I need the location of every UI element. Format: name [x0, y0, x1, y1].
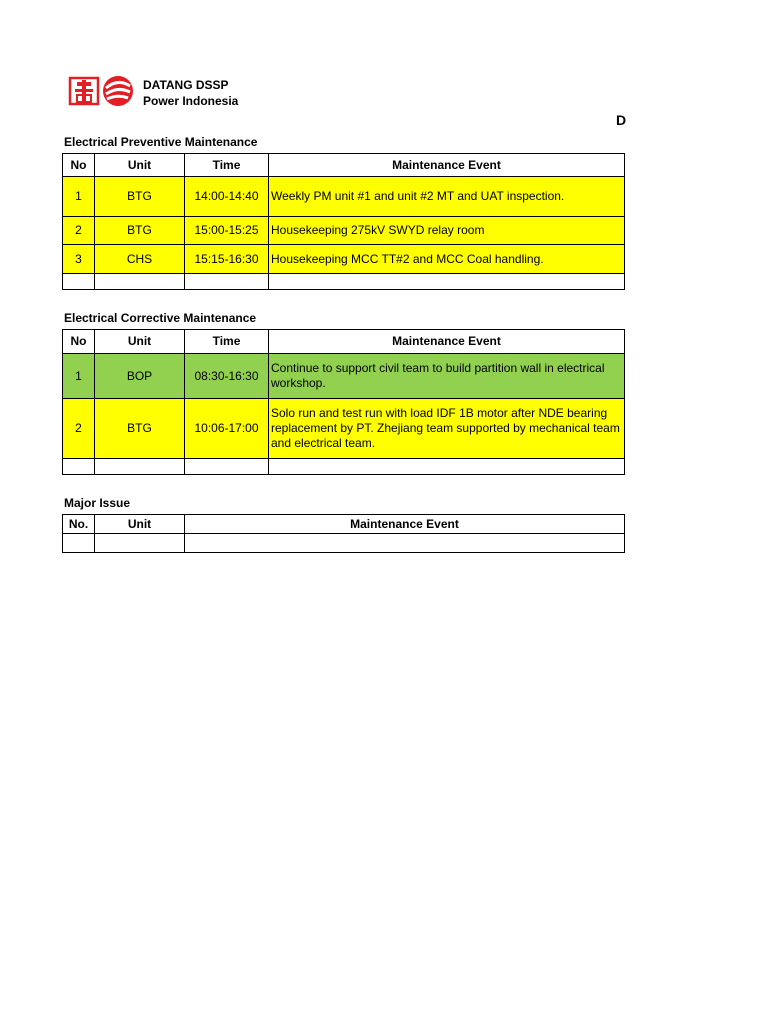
company-logo	[68, 72, 258, 112]
table-header-row	[63, 154, 625, 177]
header-time: Time	[185, 154, 269, 177]
datang-logo-icon	[68, 72, 138, 110]
table-header-row	[63, 330, 625, 354]
preventive-title: Electrical Preventive Maintenance	[64, 135, 258, 149]
header-unit: Unit	[95, 330, 185, 354]
cell-unit: BTG	[95, 177, 185, 217]
cell-unit: BOP	[95, 354, 185, 399]
cell-time: 08:30-16:30	[185, 354, 269, 399]
cell-event: Solo run and test run with load IDF 1B motor after NDE bearing replacement by PT. Zhejiang team supported by mechanical team and electrical team.	[269, 399, 625, 459]
table-row	[63, 245, 625, 274]
header-time: Time	[185, 330, 269, 354]
header-no: No	[63, 330, 95, 354]
cell-no: 3	[63, 245, 95, 274]
cell-time: 15:15-16:30	[185, 245, 269, 274]
table-row	[63, 217, 625, 245]
cell-unit: BTG	[95, 399, 185, 459]
cell-unit: BTG	[95, 217, 185, 245]
corrective-title: Electrical Corrective Maintenance	[64, 311, 257, 325]
clipped-title: D	[616, 112, 626, 128]
table-row	[63, 354, 625, 399]
cell-time: 14:00-14:40	[185, 177, 269, 217]
header-no: No.	[63, 515, 95, 534]
cell-no: 2	[63, 217, 95, 245]
logo-text	[143, 77, 238, 109]
cell-time: 10:06-17:00	[185, 399, 269, 459]
header-event: Maintenance Event	[185, 515, 625, 534]
cell-event: Housekeeping 275kV SWYD relay room	[269, 217, 625, 245]
cell-time: 15:00-15:25	[185, 217, 269, 245]
cell-event: Housekeeping MCC TT#2 and MCC Coal handling.	[269, 245, 625, 274]
cell-unit: CHS	[95, 245, 185, 274]
cell-event: Continue to support civil team to build partition wall in electrical workshop.	[269, 354, 625, 399]
major-issue-title: Major Issue	[64, 496, 131, 510]
cell-event: Weekly PM unit #1 and unit #2 MT and UAT inspection.	[269, 177, 625, 217]
header-unit: Unit	[95, 154, 185, 177]
header-event: Maintenance Event	[269, 154, 625, 177]
cell-no: 1	[63, 354, 95, 399]
header-event: Maintenance Event	[269, 330, 625, 354]
table-row	[63, 177, 625, 217]
cell-no: 1	[63, 177, 95, 217]
corrective-table	[62, 329, 625, 475]
logo-line-1: DATANG DSSP	[143, 78, 229, 92]
table-row-empty	[63, 534, 625, 553]
logo-line-2: Power Indonesia	[143, 94, 239, 108]
cell-no: 2	[63, 399, 95, 459]
table-row-empty	[63, 274, 625, 290]
major-issue-table	[62, 514, 625, 553]
table-row	[63, 399, 625, 459]
preventive-table	[62, 153, 625, 290]
header-unit: Unit	[95, 515, 185, 534]
table-header-row	[63, 515, 625, 534]
table-row-empty	[63, 459, 625, 475]
header-no: No	[63, 154, 95, 177]
